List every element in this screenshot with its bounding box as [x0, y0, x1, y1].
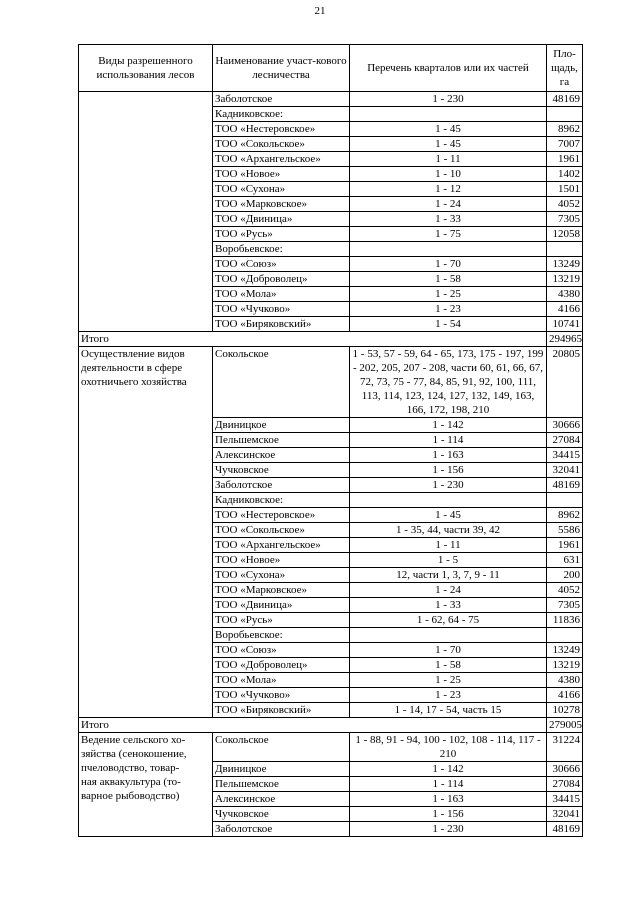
total-value: 279005	[547, 718, 583, 733]
quarters-cell: 1 - 70	[350, 257, 547, 272]
quarters-cell: 1 - 114	[350, 777, 547, 792]
forestry-name-cell: ТОО «Доброволец»	[213, 272, 350, 287]
area-cell	[547, 242, 583, 257]
forestry-name-cell: ТОО «Биряковский»	[213, 703, 350, 718]
total-label: Итого	[79, 718, 547, 733]
area-cell: 48169	[547, 478, 583, 493]
page-number: 21	[314, 5, 326, 17]
quarters-cell: 1 - 33	[350, 212, 547, 227]
use-type-cell	[79, 347, 213, 718]
area-cell: 7305	[547, 598, 583, 613]
total-row	[79, 332, 583, 347]
forestry-name-cell: ТОО «Мола»	[213, 673, 350, 688]
area-cell: 32041	[547, 807, 583, 822]
use-type-line: варное рыбоводство)	[81, 790, 180, 802]
forestry-name-cell: ТОО «Русь»	[213, 613, 350, 628]
quarters-cell: 1 - 54	[350, 317, 547, 332]
area-cell: 8962	[547, 508, 583, 523]
area-cell: 1961	[547, 538, 583, 553]
forestry-name-cell: Кадниковское:	[213, 493, 350, 508]
forestry-name-cell: Кадниковское:	[213, 107, 350, 122]
area-cell: 13219	[547, 272, 583, 287]
quarters-cell: 1 - 230	[350, 478, 547, 493]
forestry-name-cell: Алексинское	[213, 792, 350, 807]
area-cell: 34415	[547, 792, 583, 807]
header-use-type: Виды разрешенного использования лесов	[79, 45, 213, 92]
area-cell: 4166	[547, 688, 583, 703]
forestry-name-cell: ТОО «Сокольское»	[213, 523, 350, 538]
quarters-cell: 1 - 114	[350, 433, 547, 448]
forestry-name-cell: ТОО «Союз»	[213, 257, 350, 272]
area-cell: 20805	[547, 347, 583, 418]
quarters-cell: 1 - 35, 44, части 39, 42	[350, 523, 547, 538]
quarters-cell	[350, 628, 547, 643]
area-cell: 12058	[547, 227, 583, 242]
use-type-cell	[79, 733, 213, 837]
quarters-cell	[350, 242, 547, 257]
quarters-cell	[350, 107, 547, 122]
table-row	[79, 347, 583, 418]
area-cell: 1501	[547, 182, 583, 197]
quarters-cell: 1 - 23	[350, 688, 547, 703]
area-cell: 7305	[547, 212, 583, 227]
area-cell: 1961	[547, 152, 583, 167]
area-cell: 30666	[547, 418, 583, 433]
table-row	[79, 92, 583, 107]
quarters-cell: 1 - 163	[350, 448, 547, 463]
forestry-name-cell: Двиницкое	[213, 418, 350, 433]
quarters-cell: 1 - 25	[350, 287, 547, 302]
area-cell: 31224	[547, 733, 583, 762]
quarters-cell: 1 - 45	[350, 137, 547, 152]
forestry-name-cell: Чучковское	[213, 463, 350, 478]
quarters-cell: 1 - 230	[350, 822, 547, 837]
area-cell: 4052	[547, 583, 583, 598]
quarters-cell: 1 - 142	[350, 762, 547, 777]
quarters-cell: 1 - 45	[350, 122, 547, 137]
forestry-name-cell: ТОО «Архангельское»	[213, 538, 350, 553]
forest-use-table	[78, 44, 583, 837]
header-forestry-name: Наименование участ-кового лесничества	[213, 45, 350, 92]
forestry-name-cell: ТОО «Доброволец»	[213, 658, 350, 673]
area-cell: 10741	[547, 317, 583, 332]
use-type-line: зяйства (сенокошение,	[81, 748, 187, 760]
area-cell: 200	[547, 568, 583, 583]
area-cell: 48169	[547, 92, 583, 107]
quarters-cell: 1 - 12	[350, 182, 547, 197]
forestry-name-cell: Двиницкое	[213, 762, 350, 777]
area-cell: 30666	[547, 762, 583, 777]
forestry-name-cell: Воробьевское:	[213, 242, 350, 257]
area-cell: 10278	[547, 703, 583, 718]
quarters-cell: 1 - 14, 17 - 54, часть 15	[350, 703, 547, 718]
area-cell	[547, 493, 583, 508]
area-cell: 13249	[547, 643, 583, 658]
forestry-name-cell: ТОО «Биряковский»	[213, 317, 350, 332]
use-type-line: ная аквакультура (то-	[81, 776, 181, 788]
area-cell: 5586	[547, 523, 583, 538]
header-quarters-list: Перечень кварталов или их частей	[350, 45, 547, 92]
forestry-name-cell: ТОО «Мола»	[213, 287, 350, 302]
table-header-row	[79, 45, 583, 92]
area-cell: 32041	[547, 463, 583, 478]
forestry-name-cell: ТОО «Сухона»	[213, 568, 350, 583]
quarters-cell: 1 - 23	[350, 302, 547, 317]
forestry-name-cell: ТОО «Двиница»	[213, 212, 350, 227]
quarters-cell: 1 - 62, 64 - 75	[350, 613, 547, 628]
forestry-name-cell: Заболотское	[213, 92, 350, 107]
forestry-name-cell: Чучковское	[213, 807, 350, 822]
area-cell: 4166	[547, 302, 583, 317]
area-cell	[547, 107, 583, 122]
forestry-name-cell: ТОО «Архангельское»	[213, 152, 350, 167]
area-cell: 48169	[547, 822, 583, 837]
area-cell: 13249	[547, 257, 583, 272]
table-row	[79, 733, 583, 762]
forestry-name-cell: ТОО «Марковское»	[213, 583, 350, 598]
forestry-name-cell: ТОО «Русь»	[213, 227, 350, 242]
quarters-cell: 1 - 163	[350, 792, 547, 807]
forestry-name-cell: ТОО «Нестеровское»	[213, 508, 350, 523]
use-type-line: деятельности в сфере	[81, 362, 183, 374]
quarters-cell: 1 - 25	[350, 673, 547, 688]
quarters-cell: 1 - 45	[350, 508, 547, 523]
quarters-cell: 1 - 24	[350, 197, 547, 212]
quarters-cell: 1 - 156	[350, 463, 547, 478]
use-type-line: Ведение сельского хо-	[81, 734, 186, 746]
quarters-cell: 1 - 230	[350, 92, 547, 107]
quarters-cell: 1 - 88, 91 - 94, 100 - 102, 108 - 114, 117 - 210	[350, 733, 547, 762]
use-type-line: охотничьего хозяйства	[81, 376, 187, 388]
area-cell: 27084	[547, 433, 583, 448]
quarters-cell	[350, 493, 547, 508]
use-type-cell	[79, 92, 213, 332]
area-cell: 1402	[547, 167, 583, 182]
forestry-name-cell: ТОО «Новое»	[213, 553, 350, 568]
area-cell: 34415	[547, 448, 583, 463]
forestry-name-cell: Заболотское	[213, 478, 350, 493]
area-cell: 631	[547, 553, 583, 568]
quarters-cell: 1 - 10	[350, 167, 547, 182]
forestry-name-cell: Алексинское	[213, 448, 350, 463]
quarters-cell: 1 - 70	[350, 643, 547, 658]
quarters-cell: 1 - 5	[350, 553, 547, 568]
forestry-name-cell: ТОО «Союз»	[213, 643, 350, 658]
area-cell: 11836	[547, 613, 583, 628]
area-cell: 7007	[547, 137, 583, 152]
quarters-cell: 12, части 1, 3, 7, 9 - 11	[350, 568, 547, 583]
quarters-cell: 1 - 11	[350, 152, 547, 167]
quarters-cell: 1 - 142	[350, 418, 547, 433]
forestry-name-cell: ТОО «Чучково»	[213, 302, 350, 317]
forestry-name-cell: ТОО «Сухона»	[213, 182, 350, 197]
forestry-name-cell: ТОО «Чучково»	[213, 688, 350, 703]
total-value: 294965	[547, 332, 583, 347]
forestry-name-cell: Сокольское	[213, 347, 350, 418]
area-cell: 8962	[547, 122, 583, 137]
area-cell	[547, 628, 583, 643]
area-cell: 4380	[547, 287, 583, 302]
area-cell: 4380	[547, 673, 583, 688]
forestry-name-cell: ТОО «Двиница»	[213, 598, 350, 613]
forestry-name-cell: Пельшемское	[213, 433, 350, 448]
forestry-name-cell: Заболотское	[213, 822, 350, 837]
quarters-cell: 1 - 11	[350, 538, 547, 553]
header-area: Пло-щадь, га	[547, 45, 583, 92]
area-cell: 4052	[547, 197, 583, 212]
quarters-cell: 1 - 58	[350, 272, 547, 287]
forestry-name-cell: Пельшемское	[213, 777, 350, 792]
quarters-cell: 1 - 53, 57 - 59, 64 - 65, 173, 175 - 197, 199 - 202, 205, 207 - 208, части 60, 61, 66, 67, 72, 73, 75 - 77, 84, 85, 91, 92, 100, 111, 113, 114, 123, 124, 127, 132, 149, 163, 166, 172, 198, 210	[350, 347, 547, 418]
forestry-name-cell: ТОО «Марковское»	[213, 197, 350, 212]
forestry-name-cell: Воробьевское:	[213, 628, 350, 643]
total-label: Итого	[79, 332, 547, 347]
forestry-name-cell: ТОО «Нестеровское»	[213, 122, 350, 137]
use-type-line: пчеловодство, товар-	[81, 762, 180, 774]
quarters-cell: 1 - 58	[350, 658, 547, 673]
forestry-name-cell: Сокольское	[213, 733, 350, 762]
forestry-name-cell: ТОО «Новое»	[213, 167, 350, 182]
quarters-cell: 1 - 156	[350, 807, 547, 822]
total-row	[79, 718, 583, 733]
area-cell: 27084	[547, 777, 583, 792]
forestry-name-cell: ТОО «Сокольское»	[213, 137, 350, 152]
quarters-cell: 1 - 33	[350, 598, 547, 613]
use-type-line: Осуществление видов	[81, 348, 185, 360]
quarters-cell: 1 - 75	[350, 227, 547, 242]
quarters-cell: 1 - 24	[350, 583, 547, 598]
area-cell: 13219	[547, 658, 583, 673]
